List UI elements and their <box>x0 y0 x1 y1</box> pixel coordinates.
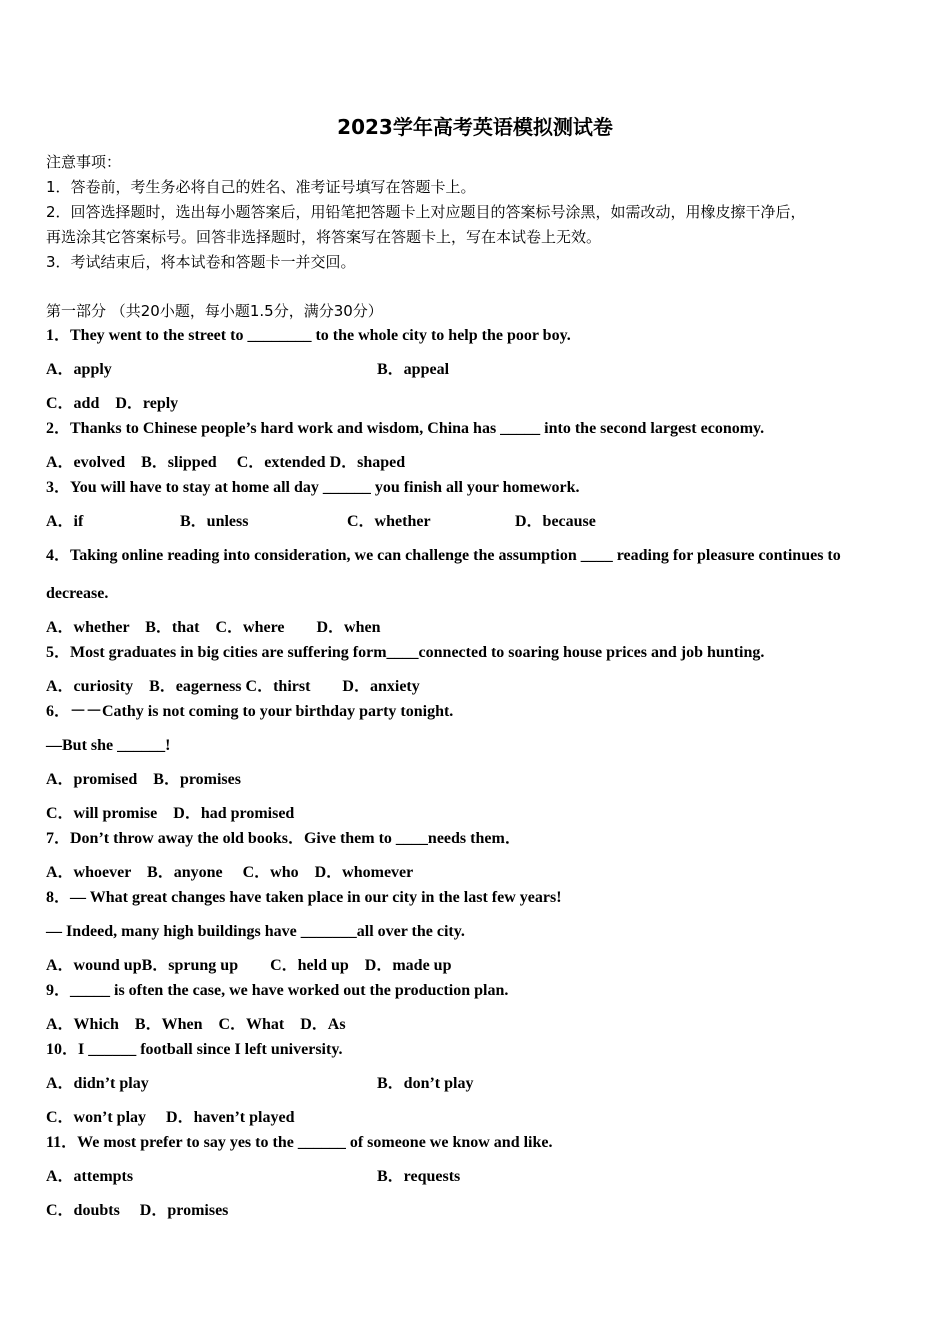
question-10-options-cd: C．won’t play D．haven’t played <box>46 1109 295 1126</box>
question-11-option-a: A．attempts <box>46 1168 134 1185</box>
question-9-options: A．Which B．When C．What D．As <box>46 1016 346 1033</box>
question-6-options-cd: C．will promise D．had promised <box>46 805 295 822</box>
question-1-option-a: A．apply <box>46 361 112 378</box>
section-header: 第一部分 （共20小题，每小题1.5分，满分30分） <box>46 302 383 320</box>
notice-item-3: 3．考试结束后，将本试卷和答题卡一并交回。 <box>46 253 356 271</box>
notice-item-2-line-2: 再选涂其它答案标号。回答非选择题时，将答案写在答题卡上，写在本试卷上无效。 <box>46 228 602 246</box>
question-7-stem: 7．Don’t throw away the old books．Give them to ____needs them． <box>46 830 521 847</box>
page-title: 2023学年高考英语模拟测试卷 <box>337 115 613 139</box>
question-6-options-ab: A．promised B．promises <box>46 771 241 788</box>
question-6-reply: —But she ______! <box>46 737 171 754</box>
question-4-stem-line-2: decrease. <box>46 585 109 602</box>
question-4-stem-line-1: 4．Taking online reading into consideration, we can challenge the assumption ____ reading for pleasure continues to <box>46 547 841 564</box>
question-1-stem: 1．They went to the street to ________ to the whole city to help the poor boy. <box>46 327 571 344</box>
question-8-options: A．wound upB．sprung up C．held up D．made up <box>46 957 452 974</box>
question-5-options: A．curiosity B．eagerness C．thirst D．anxiety <box>46 678 420 695</box>
question-2-stem: 2．Thanks to Chinese people’s hard work and wisdom, China has _____ into the second largest economy. <box>46 420 765 437</box>
notice-item-1: 1．答卷前，考生务必将自己的姓名、准考证号填写在答题卡上。 <box>46 178 476 196</box>
question-10-stem: 10．I ______ football since I left university. <box>46 1041 343 1058</box>
question-10-option-b: B．don’t play <box>377 1075 474 1092</box>
question-10-option-a: A．didn’t play <box>46 1075 149 1092</box>
question-1-options-cd: C．add D．reply <box>46 395 179 412</box>
question-3-option-a: A．if <box>46 513 84 530</box>
notice-item-2-line-1: 2．回答选择题时，选出每小题答案后，用铅笔把答题卡上对应题目的答案标号涂黑，如需改动，用橡皮擦干净后， <box>46 203 806 221</box>
question-3-stem: 3．You will have to stay at home all day ______ you finish all your homework. <box>46 479 580 496</box>
notice-heading: 注意事项： <box>46 153 122 171</box>
question-3-option-d: D．because <box>515 513 596 530</box>
question-6-stem: 6．－－Cathy is not coming to your birthday party tonight. <box>46 703 454 720</box>
question-9-stem: 9．_____ is often the case, we have worked out the production plan. <box>46 982 509 999</box>
question-8-reply: — Indeed, many high buildings have _______all over the city. <box>46 923 465 940</box>
question-7-options: A．whoever B．anyone C．who D．whomever <box>46 864 414 881</box>
question-11-option-b: B．requests <box>377 1168 461 1185</box>
question-11-stem: 11．We most prefer to say yes to the ______ of someone we know and like. <box>46 1134 553 1151</box>
question-11-options-cd: C．doubts D．promises <box>46 1202 229 1219</box>
question-2-options: A．evolved B．slipped C．extended D．shaped <box>46 454 406 471</box>
question-3-option-b: B．unless <box>180 513 249 530</box>
question-1-option-b: B．appeal <box>377 361 450 378</box>
question-8-stem: 8．— What great changes have taken place in our city in the last few years! <box>46 889 562 906</box>
question-4-options: A．whether B．that C．where D．when <box>46 619 381 636</box>
question-3-option-c: C．whether <box>347 513 431 530</box>
question-5-stem: 5．Most graduates in big cities are suffering form____connected to soaring house prices and job hunting. <box>46 644 765 661</box>
